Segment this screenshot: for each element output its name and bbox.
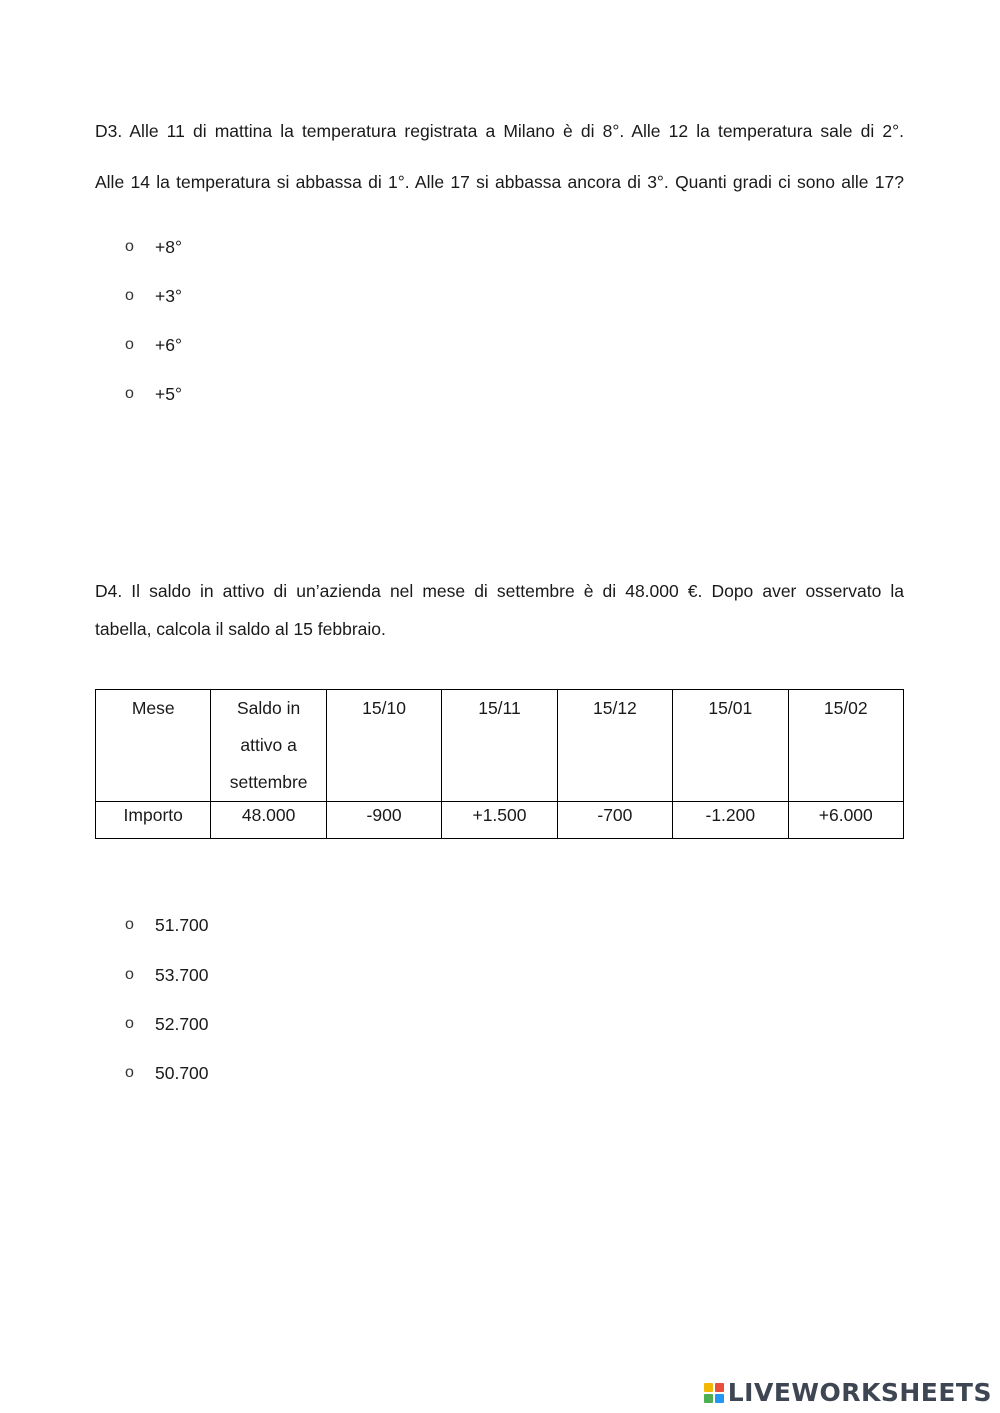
d3-option-label: +3° xyxy=(155,286,182,306)
radio-bullet-icon[interactable]: o xyxy=(125,336,134,353)
d4-option-label: 50.700 xyxy=(155,1063,209,1083)
radio-bullet-icon[interactable]: o xyxy=(125,385,134,402)
table-cell: +6.000 xyxy=(788,802,903,839)
table-cell: -1.200 xyxy=(673,802,788,839)
radio-bullet-icon[interactable]: o xyxy=(125,1064,134,1081)
liveworksheets-logo-icon xyxy=(704,1383,724,1403)
table-header-cell: Mese xyxy=(96,690,211,802)
d3-option-1[interactable] xyxy=(125,236,182,258)
d3-option-label: +8° xyxy=(155,237,182,257)
table-cell: 48.000 xyxy=(211,802,326,839)
table-cell: -900 xyxy=(326,802,441,839)
logo-text: LIVEWORKSHEETS xyxy=(727,1378,992,1407)
d4-option-1[interactable] xyxy=(125,914,209,936)
radio-bullet-icon[interactable]: o xyxy=(125,287,134,304)
table-header-cell: 15/02 xyxy=(788,690,903,802)
table-header-cell: 15/01 xyxy=(673,690,788,802)
d4-option-3[interactable] xyxy=(125,1013,209,1035)
logo-square xyxy=(715,1394,724,1403)
d4-option-label: 51.700 xyxy=(155,915,209,935)
radio-bullet-icon[interactable]: o xyxy=(125,966,134,983)
table-cell: +1.500 xyxy=(442,802,557,839)
question-d3-line-2: Alle 14 la temperatura si abbassa di 1°. Alle 17 si abbassa ancora di 3°. Quanti gradi ci sono alle 17? xyxy=(95,172,904,192)
d4-option-2[interactable] xyxy=(125,964,209,986)
radio-bullet-icon[interactable]: o xyxy=(125,1015,134,1032)
radio-bullet-icon[interactable]: o xyxy=(125,916,134,933)
table-header-cell: 15/12 xyxy=(557,690,672,802)
logo-square xyxy=(704,1394,713,1403)
liveworksheets-logo xyxy=(704,1378,992,1407)
table-cell: Importo xyxy=(96,802,211,839)
d4-option-4[interactable] xyxy=(125,1062,209,1084)
logo-square xyxy=(704,1383,713,1392)
question-d4-line-2: tabella, calcola il saldo al 15 febbraio. xyxy=(95,619,386,639)
table-row xyxy=(96,802,904,839)
table-header-row xyxy=(96,690,904,802)
d3-option-label: +6° xyxy=(155,335,182,355)
d3-option-4[interactable] xyxy=(125,383,182,405)
table-cell: -700 xyxy=(557,802,672,839)
table-header-cell: 15/11 xyxy=(442,690,557,802)
table-header-cell: 15/10 xyxy=(326,690,441,802)
d4-option-label: 53.700 xyxy=(155,965,209,985)
d3-option-label: +5° xyxy=(155,384,182,404)
d3-option-3[interactable] xyxy=(125,334,182,356)
radio-bullet-icon[interactable]: o xyxy=(125,238,134,255)
logo-square xyxy=(715,1383,724,1392)
d3-option-2[interactable] xyxy=(125,285,182,307)
saldo-table xyxy=(95,689,904,839)
question-d3-line-1: D3. Alle 11 di mattina la temperatura registrata a Milano è di 8°. Alle 12 la temperatura sale di 2°. xyxy=(95,121,904,141)
d4-option-label: 52.700 xyxy=(155,1014,209,1034)
table-header-cell: Saldo in attivo a settembre xyxy=(211,690,326,802)
question-d4-line-1: D4. Il saldo in attivo di un’azienda nel mese di settembre è di 48.000 €. Dopo aver osservato la xyxy=(95,581,904,601)
